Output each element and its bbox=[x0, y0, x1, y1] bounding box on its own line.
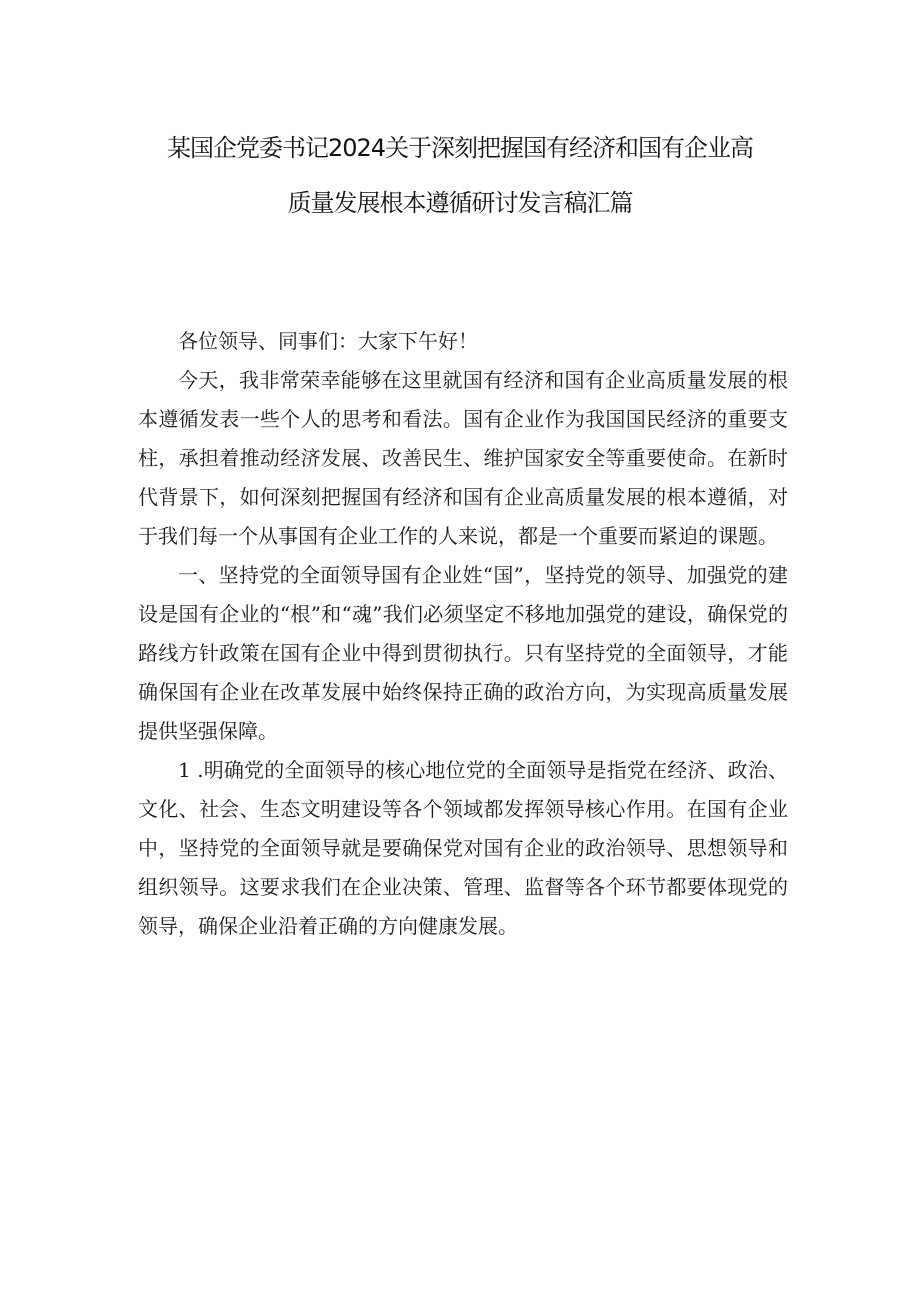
document-title-line-2: 质量发展根本遵循研讨发言稿汇篇 bbox=[287, 189, 633, 217]
document-body bbox=[138, 322, 788, 946]
greeting-paragraph: 各位领导、同事们：大家下午好！ bbox=[178, 329, 478, 353]
document-title-line-1: 某国企党委书记2024关于深刻把握国有经济和国有企业高 bbox=[166, 134, 754, 162]
section-one-paragraph: 一、坚持党的全面领导国有企业姓“国”，坚持党的领导、加强党的建设是国有企业的“根”和“魂”我们必须坚定不移地加强党的建设，确保党的路线方针政策在国有企业中得到贯彻执行。只有坚持党的全面领导，才能确保国有企业在改革发展中始终保持正确的政治方向，为实现高质量发展提供坚强保障。 bbox=[138, 563, 788, 743]
subsection-one-paragraph: 1 .明确党的全面领导的核心地位党的全面领导是指党在经济、政治、文化、社会、生态文明建设等各个领域都发挥领导核心作用。在国有企业中，坚持党的全面领导就是要确保党对国有企业的政治领导、思想领导和组织领导。这要求我们在企业决策、管理、监督等各个环节都要体现党的领导，确保企业沿着正确的方向健康发展。 bbox=[138, 758, 788, 938]
intro-paragraph: 今天，我非常荣幸能够在这里就国有经济和国有企业高质量发展的根本遵循发表一些个人的思考和看法。国有企业作为我国国民经济的重要支柱，承担着推动经济发展、改善民生、维护国家安全等重要使命。在新时代背景下，如何深刻把握国有经济和国有企业高质量发展的根本遵循，对于我们每一个从事国有企业工作的人来说，都是一个重要而紧迫的课题。 bbox=[138, 368, 788, 548]
